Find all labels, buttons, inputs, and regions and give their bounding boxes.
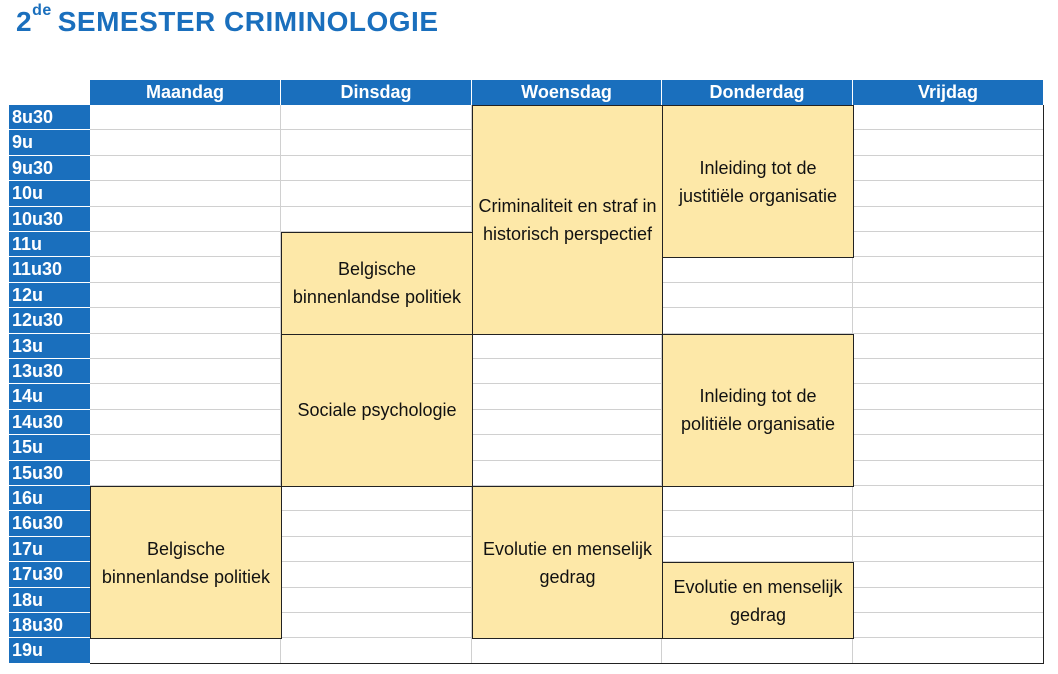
timetable-cell — [853, 156, 1044, 181]
timetable-cell — [853, 384, 1044, 409]
course-block[interactable] — [662, 334, 854, 487]
timetable-cell — [90, 384, 281, 409]
timetable-cell — [853, 588, 1044, 613]
timetable-cell — [472, 410, 662, 435]
timetable-cell — [90, 461, 281, 486]
time-label: 12u — [9, 283, 90, 308]
timetable-cell — [662, 486, 853, 511]
time-label: 16u30 — [9, 511, 90, 536]
course-label: Inleiding tot de politiële organisatie — [680, 386, 836, 435]
timetable-cell — [472, 334, 662, 359]
timetable-cell — [90, 334, 281, 359]
timetable-cell — [853, 359, 1044, 384]
time-label: 14u — [9, 384, 90, 409]
timetable-cell — [853, 334, 1044, 359]
course-block[interactable] — [662, 105, 854, 258]
timetable-cell — [90, 410, 281, 435]
day-header: Dinsdag — [281, 80, 472, 105]
time-label: 16u — [9, 486, 90, 511]
timetable-cell — [472, 384, 662, 409]
time-label: 18u — [9, 588, 90, 613]
time-label: 11u30 — [9, 257, 90, 282]
timetable-cell — [90, 283, 281, 308]
title-text: SEMESTER CRIMINOLOGIE — [57, 6, 439, 37]
timetable-cell — [281, 130, 472, 155]
time-label: 15u — [9, 435, 90, 460]
day-header: Vrijdag — [853, 80, 1044, 105]
timetable-cell — [90, 638, 281, 663]
timetable-cell — [853, 308, 1044, 333]
timetable-cell — [281, 105, 472, 130]
course-block[interactable] — [472, 486, 663, 639]
timetable-cell — [90, 435, 281, 460]
day-header: Woensdag — [472, 80, 662, 105]
timetable-cell — [853, 435, 1044, 460]
timetable-cell — [90, 105, 281, 130]
timetable-cell — [853, 613, 1044, 638]
timetable-cell — [281, 156, 472, 181]
timetable-cell — [662, 283, 853, 308]
time-label: 13u30 — [9, 359, 90, 384]
timetable-cell — [90, 359, 281, 384]
day-header: Donderdag — [662, 80, 853, 105]
timetable-cell — [90, 130, 281, 155]
timetable-cell — [281, 588, 472, 613]
timetable-cell — [472, 435, 662, 460]
timetable-cell — [662, 638, 853, 663]
time-label: 12u30 — [9, 308, 90, 333]
course-block[interactable] — [281, 232, 473, 335]
timetable-cell — [853, 486, 1044, 511]
timetable-cell — [853, 181, 1044, 206]
day-header: Maandag — [90, 80, 281, 105]
timetable-cell — [281, 537, 472, 562]
timetable-cell — [853, 232, 1044, 257]
title-number: 2 — [16, 6, 33, 37]
course-block[interactable] — [472, 105, 663, 335]
course-label: Belgische binnenlandse politiek — [101, 538, 271, 587]
timetable-cell — [662, 511, 853, 536]
timetable-cell — [281, 181, 472, 206]
time-label: 10u30 — [9, 207, 90, 232]
timetable-cell — [853, 537, 1044, 562]
course-block[interactable] — [662, 562, 854, 639]
course-label: Inleiding tot de justitiële organisatie — [678, 157, 838, 206]
timetable-cell — [90, 232, 281, 257]
time-label: 11u — [9, 232, 90, 257]
timetable-cell — [853, 562, 1044, 587]
time-label: 9u30 — [9, 156, 90, 181]
timetable-cell — [90, 207, 281, 232]
timetable-cell — [90, 308, 281, 333]
course-label: Evolutie en menselijk gedrag — [673, 576, 843, 625]
timetable-cell — [472, 638, 662, 663]
timetable-cell — [853, 410, 1044, 435]
timetable-cell — [281, 638, 472, 663]
timetable-cell — [853, 638, 1044, 663]
timetable-cell — [281, 562, 472, 587]
time-label: 18u30 — [9, 613, 90, 638]
timetable-cell — [472, 461, 662, 486]
timetable-cell — [662, 257, 853, 282]
time-label: 10u — [9, 181, 90, 206]
timetable-cell — [853, 257, 1044, 282]
time-label: 9u — [9, 130, 90, 155]
timetable-cell — [853, 130, 1044, 155]
timetable-cell — [90, 156, 281, 181]
course-block[interactable] — [90, 486, 282, 639]
time-label: 17u30 — [9, 562, 90, 587]
timetable-cell — [90, 257, 281, 282]
timetable-cell — [853, 207, 1044, 232]
course-block[interactable] — [281, 334, 473, 487]
time-label: 13u — [9, 334, 90, 359]
timetable-cell — [281, 511, 472, 536]
course-label: Sociale psychologie — [297, 400, 457, 421]
timetable-cell — [662, 308, 853, 333]
course-label: Criminaliteit en straf in historisch perspectief — [478, 195, 657, 244]
timetable-cell — [472, 359, 662, 384]
timetable-cell — [853, 283, 1044, 308]
page-title — [16, 2, 439, 38]
timetable-cell — [281, 207, 472, 232]
time-label: 17u — [9, 537, 90, 562]
time-label: 15u30 — [9, 461, 90, 486]
timetable-cell — [853, 105, 1044, 130]
timetable-cell — [853, 461, 1044, 486]
timetable-cell — [281, 613, 472, 638]
time-label: 19u — [9, 638, 90, 663]
title-suffix: de — [32, 2, 52, 19]
timetable-cell — [853, 511, 1044, 536]
timetable-cell — [90, 181, 281, 206]
course-label: Evolutie en menselijk gedrag — [482, 538, 653, 587]
timetable-cell — [662, 537, 853, 562]
time-label: 14u30 — [9, 410, 90, 435]
course-label: Belgische binnenlandse politiek — [292, 259, 462, 308]
time-label: 8u30 — [9, 105, 90, 130]
timetable-cell — [281, 486, 472, 511]
